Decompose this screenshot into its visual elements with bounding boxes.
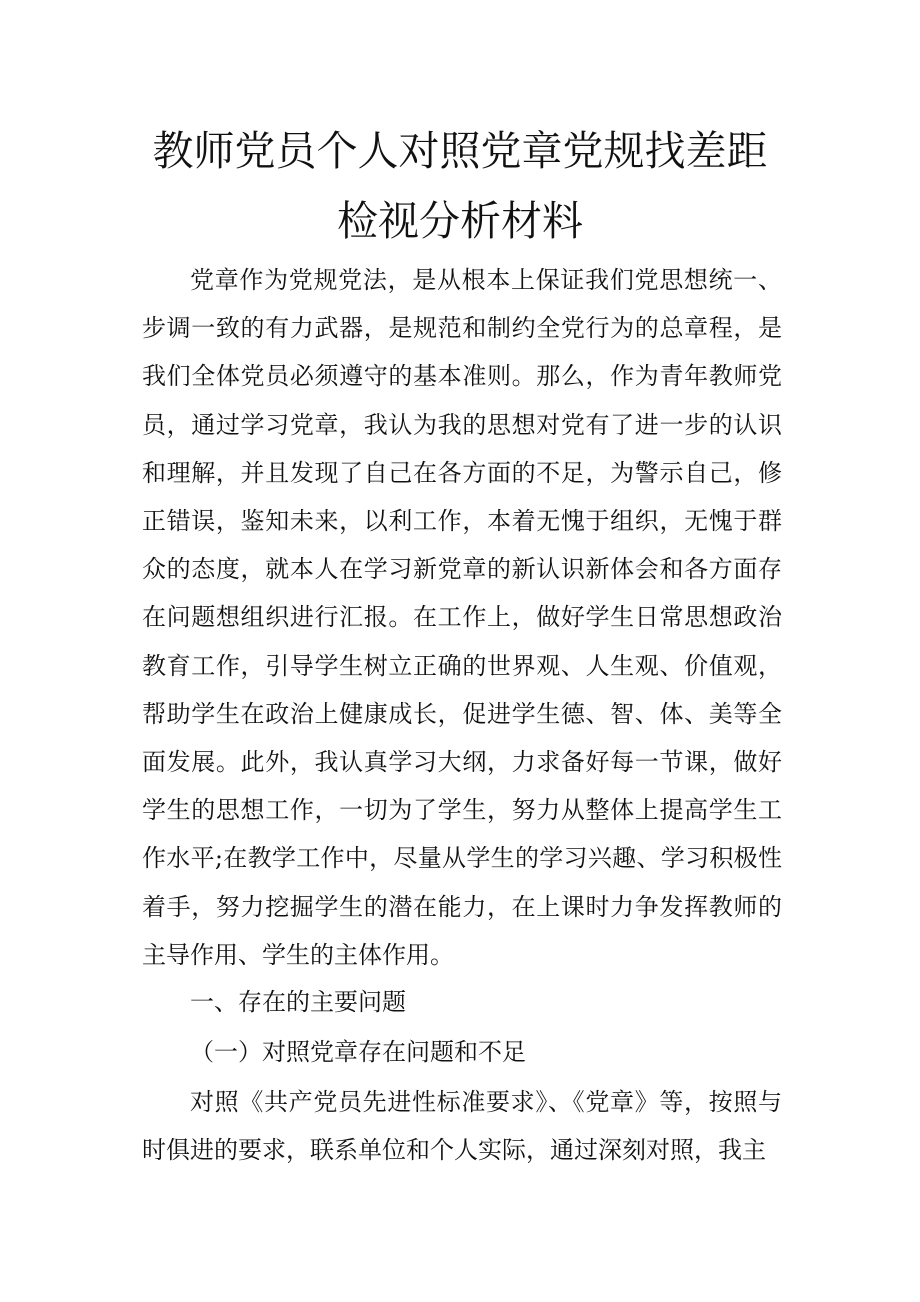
intro-paragraph: 党章作为党规党法，是从根本上保证我们党思想统一、步调一致的有力武器，是规范和制约全党行为的总章程，是我们全体党员必须遵守的基本准则。那么，作为青年教师党员，通过学习党章，我认为我的思想对党有了进一步的认识和理解，并且发现了自己在各方面的不足，为警示自己，修正错误，鉴知未来，以利工作，本着无愧于组织，无愧于群众的态度，就本人在学习新党章的新认识新体会和各方面存在问题想组织进行汇报。在工作上，做好学生日常思想政治教育工作，引导学生树立正确的世界观、人生观、价值观，帮助学生在政治上健康成长，促进学生德、智、体、美等全面发展。此外，我认真学习大纲，力求备好每一节课，做好学生的思想工作，一切为了学生，努力从整体上提高学生工作水平;在教学工作中，尽量从学生的学习兴趣、学习积极性着手，努力挖掘学生的潜在能力，在上课时力争发挥教师的主导作用、学生的主体作用。: [142, 266, 782, 969]
subsection-heading: （一）对照党章存在问题和不足: [190, 1038, 526, 1066]
body-paragraph: 对照《共产党员先进性标准要求》、《党章》等，按照与时俱进的要求，联系单位和个人实际，通过深刻对照，我主: [142, 1088, 782, 1165]
document-title-line-1: 教师党员个人对照党章党规找差距: [152, 127, 768, 175]
document-title-line-2: 检视分析材料: [337, 197, 583, 245]
section-heading: 一、存在的主要问题: [190, 988, 406, 1016]
